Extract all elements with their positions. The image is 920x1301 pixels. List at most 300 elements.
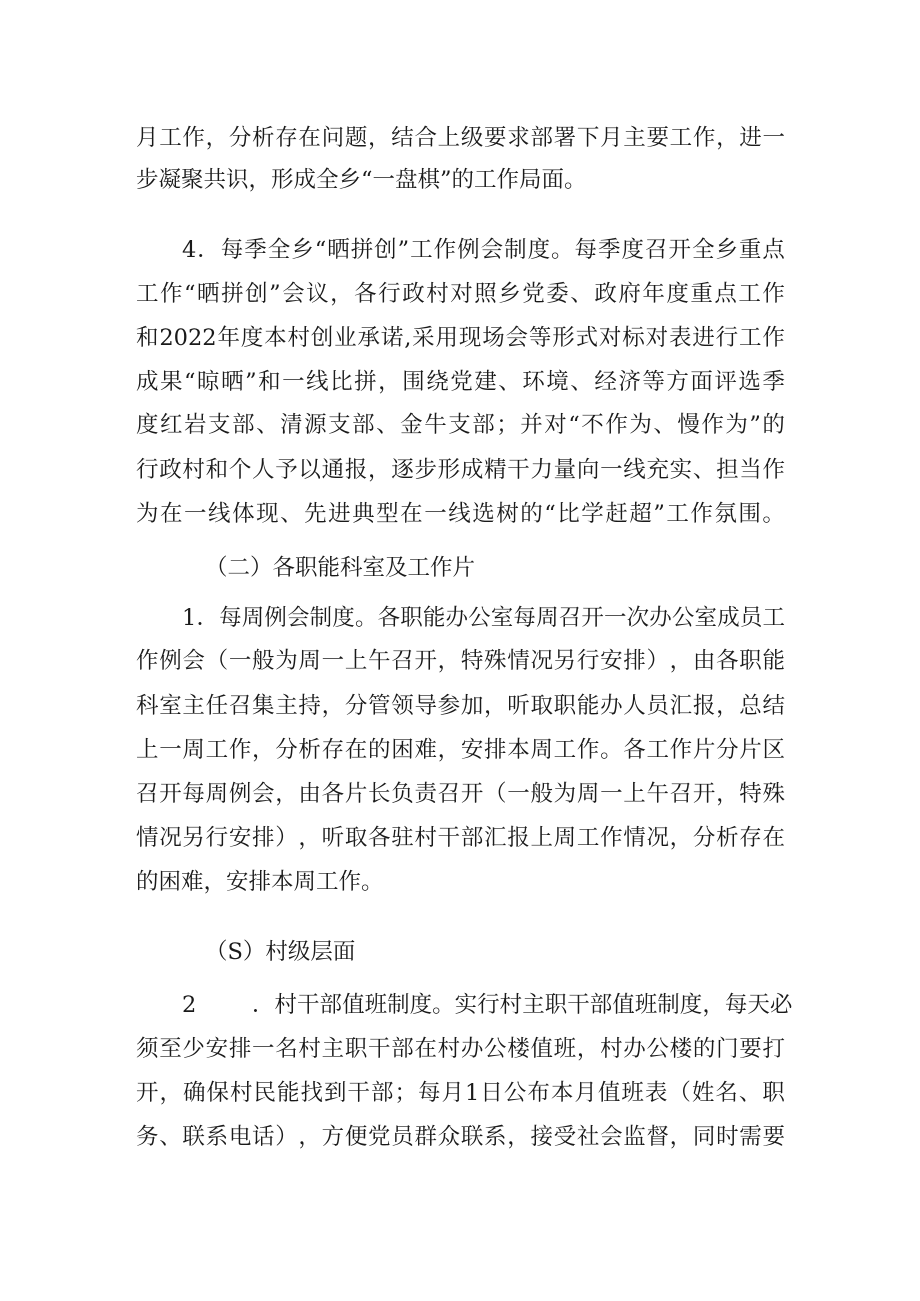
text-glyph: 公 [646, 1036, 669, 1062]
text-glyph: 拼 [354, 369, 377, 395]
text-glyph: 由 [298, 781, 321, 807]
text-glyph: 班 [553, 1036, 577, 1062]
text-glyph: 汇 [669, 693, 693, 719]
text-glyph: 行 [715, 325, 739, 351]
text-glyph: 、 [653, 412, 676, 438]
text-glyph: 2022 [159, 325, 217, 351]
text-glyph: 实 [454, 992, 478, 1018]
text-glyph: 安 [205, 1036, 229, 1062]
text-glyph: 片 [344, 781, 368, 807]
text-glyph: 分 [716, 737, 739, 763]
text-glyph: 部 [391, 1036, 414, 1062]
text-glyph: 各 [354, 281, 377, 307]
text-glyph: 承 [357, 325, 381, 351]
text-glyph: 领 [391, 693, 414, 719]
text-glyph: 会 [287, 605, 310, 631]
text-glyph: 分 [692, 825, 716, 851]
text-glyph: 方 [321, 1124, 345, 1150]
text-glyph: 班 [364, 992, 388, 1018]
text-glyph: （ [205, 648, 229, 674]
text-glyph: 开 [692, 781, 716, 807]
text-glyph: 评 [714, 369, 737, 395]
text-glyph: 值 [597, 1080, 621, 1106]
text-glyph: 部 [352, 412, 375, 438]
text-line [252, 985, 793, 1025]
text-glyph: 村 [600, 1036, 623, 1062]
text-glyph: 汇 [484, 825, 507, 851]
text-line: 的困难，安排本周工作。 [136, 869, 384, 895]
text-glyph: 会 [600, 1124, 623, 1150]
text-glyph: 干 [368, 1036, 391, 1062]
text-glyph: 系 [484, 1124, 507, 1150]
text-glyph: 另 [182, 825, 205, 851]
text-glyph: 府 [618, 281, 641, 307]
text-glyph: 作 [762, 457, 785, 483]
text-glyph: 面 [690, 369, 713, 395]
text-glyph: 职 [739, 648, 762, 674]
text-glyph: 片 [692, 737, 716, 763]
text-glyph: 主 [623, 125, 646, 151]
text-glyph: 天 [747, 992, 770, 1018]
text-glyph: 另 [553, 648, 577, 674]
text-glyph: 情 [136, 825, 159, 851]
text-glyph: ” [749, 412, 761, 438]
text-glyph: 值 [612, 992, 635, 1018]
text-glyph: 现 [256, 501, 279, 527]
text-glyph: 每 [182, 781, 205, 807]
text-glyph: 开 [460, 781, 484, 807]
text-glyph: 工 [205, 737, 229, 763]
text-glyph: 开 [136, 1080, 159, 1106]
text-glyph: 度 [332, 605, 355, 631]
text-glyph: 加 [460, 693, 484, 719]
text-glyph: 政 [159, 457, 182, 483]
text-glyph: 作 [762, 325, 785, 351]
text-glyph: 合 [414, 125, 437, 151]
text-glyph: 对 [598, 325, 622, 351]
text-glyph: 季 [598, 237, 621, 263]
text-glyph: ． [197, 237, 220, 263]
text-glyph: 通 [321, 457, 345, 483]
text-glyph: 步 [414, 457, 437, 483]
text-glyph: 工 [738, 325, 762, 351]
text-glyph: 济 [618, 369, 641, 395]
text-glyph: 要 [739, 1036, 762, 1062]
text-glyph: 作 [701, 412, 724, 438]
text-glyph: 班 [621, 1080, 644, 1106]
text-glyph: 选 [738, 369, 761, 395]
text-glyph: 支 [448, 412, 471, 438]
text-glyph: 各 [321, 781, 345, 807]
text-glyph: 创 [245, 281, 268, 307]
text-glyph: 业 [334, 325, 357, 351]
text-glyph: 难 [414, 737, 437, 763]
text-glyph: 创 [310, 325, 334, 351]
text-glyph: 当 [739, 457, 762, 483]
text-glyph: 作 [669, 737, 693, 763]
text-glyph: 主 [522, 992, 545, 1018]
text-glyph: 岩 [184, 412, 207, 438]
text-glyph: 周 [553, 825, 577, 851]
text-glyph: 分 [344, 693, 368, 719]
text-glyph: 工 [646, 737, 669, 763]
text-glyph: 一 [159, 737, 182, 763]
text-glyph: 各 [716, 648, 739, 674]
text-glyph: 结 [762, 693, 785, 719]
text-glyph: 度 [240, 325, 264, 351]
text-glyph: 楼 [669, 1036, 693, 1062]
text-glyph: 由 [692, 648, 716, 674]
text-glyph: 拼 [350, 237, 374, 263]
text-glyph: 集 [252, 693, 275, 719]
text-glyph: 督 [646, 1124, 669, 1150]
text-glyph: 召 [228, 693, 252, 719]
text-glyph: 的 [520, 501, 543, 527]
text-glyph: 参 [437, 693, 461, 719]
text-glyph: 布 [527, 1080, 550, 1106]
text-glyph: 型 [376, 501, 399, 527]
text-glyph: 度 [136, 412, 159, 438]
text-glyph: 名 [275, 1036, 298, 1062]
text-glyph: 周 [576, 781, 600, 807]
text-line [136, 450, 785, 490]
text-glyph: ， [275, 781, 298, 807]
text-glyph: 村 [287, 325, 310, 351]
text-glyph: 在 [414, 1036, 437, 1062]
text-glyph: 况 [159, 825, 182, 851]
text-glyph: 先 [304, 501, 327, 527]
text-glyph: 晒 [221, 369, 244, 395]
text-glyph: 结 [391, 125, 414, 151]
text-glyph: 级 [460, 125, 484, 151]
text-glyph: 值 [342, 992, 365, 1018]
text-glyph: 形 [552, 325, 575, 351]
text-glyph: 殊 [484, 648, 507, 674]
text-glyph: 作 [762, 281, 785, 307]
text-glyph: 工 [762, 605, 785, 631]
text-glyph: 析 [298, 737, 321, 763]
text-glyph: 下 [576, 125, 600, 151]
text-glyph: 在 [298, 125, 321, 151]
text-glyph: 般 [530, 781, 553, 807]
text-glyph: 每 [574, 237, 598, 263]
text-glyph: 表 [644, 1080, 668, 1106]
text-glyph: 同 [692, 1124, 716, 1150]
text-glyph: ， [576, 1036, 600, 1062]
text-glyph: 作 [692, 125, 716, 151]
text-glyph: （ [484, 781, 507, 807]
text-glyph: 一 [600, 781, 623, 807]
text-glyph: ） [275, 825, 298, 851]
text-glyph: 联 [182, 1124, 205, 1150]
text-glyph: 受 [553, 1124, 577, 1150]
text-glyph: 长 [368, 781, 391, 807]
text-glyph: 能 [762, 648, 785, 674]
text-glyph: 制 [504, 237, 527, 263]
text-glyph: 部 [232, 412, 255, 438]
text-glyph: 要 [762, 1124, 785, 1150]
text-glyph: 。 [432, 992, 455, 1018]
text-glyph: 的 [368, 737, 391, 763]
text-glyph: 作 [576, 737, 600, 763]
text-glyph: 办 [623, 1036, 646, 1062]
text-glyph: 拼 [221, 281, 244, 307]
text-glyph: 度 [666, 281, 689, 307]
text-glyph: 制 [387, 992, 410, 1018]
text-glyph: 周 [205, 781, 229, 807]
text-glyph: 对 [645, 325, 669, 351]
text-glyph: 村 [414, 825, 437, 851]
list-number: 2 [182, 992, 197, 1018]
text-glyph: 民 [253, 1080, 277, 1106]
text-line [136, 1073, 785, 1113]
text-glyph: 行 [576, 648, 600, 674]
text-glyph: ” [653, 501, 665, 527]
text-glyph: 存 [739, 825, 762, 851]
text-glyph: ， [159, 1080, 183, 1106]
text-glyph: 例 [159, 648, 182, 674]
text-glyph: 作 [433, 237, 457, 263]
text-glyph: 党 [450, 369, 473, 395]
text-glyph: 职 [544, 992, 568, 1018]
text-glyph: 周 [182, 737, 205, 763]
text-glyph: 晒 [327, 237, 350, 263]
text-glyph: 不 [581, 412, 604, 438]
text-glyph: 线 [623, 457, 646, 483]
text-glyph: 分 [275, 737, 298, 763]
text-glyph: 线 [448, 501, 471, 527]
text-glyph: ． [252, 992, 275, 1018]
text-glyph: 进 [692, 325, 715, 351]
text-glyph: 乡 [291, 237, 314, 263]
text-glyph: 力 [530, 457, 553, 483]
text-glyph: 排 [252, 825, 275, 851]
text-glyph: 量 [553, 457, 577, 483]
text-glyph: 任 [205, 693, 229, 719]
text-glyph: 一 [507, 781, 530, 807]
text-glyph: 公 [503, 1080, 527, 1106]
text-glyph: 年 [217, 325, 240, 351]
text-glyph: 式 [575, 325, 599, 351]
text-glyph: 特 [460, 648, 484, 674]
text-glyph: 现 [458, 325, 482, 351]
text-line [136, 818, 785, 858]
text-glyph: 在 [344, 737, 368, 763]
text-glyph: 各 [377, 605, 401, 631]
text-glyph: 科 [136, 693, 159, 719]
text-glyph: 度 [409, 992, 433, 1018]
text-glyph: 行 [477, 992, 500, 1018]
text-glyph: 果 [160, 369, 183, 395]
text-glyph: 要 [484, 125, 507, 151]
text-glyph: 职 [344, 1036, 368, 1062]
text-glyph: 围 [738, 501, 761, 527]
text-glyph: 值 [530, 1036, 553, 1062]
text-glyph: 向 [576, 457, 600, 483]
text-glyph: 为 [553, 781, 577, 807]
text-glyph: 并 [520, 412, 543, 438]
text-glyph: 制 [657, 992, 680, 1018]
text-glyph: 上 [136, 737, 159, 763]
text-glyph: 接 [530, 1124, 553, 1150]
text-glyph: 驻 [391, 825, 414, 851]
text-glyph: 况 [530, 648, 553, 674]
text-glyph: 室 [159, 693, 182, 719]
text-line [182, 230, 785, 270]
text-glyph: 少 [182, 1036, 205, 1062]
text-glyph: 点 [762, 237, 785, 263]
text-glyph: ， [298, 825, 321, 851]
text-glyph: 部 [530, 125, 553, 151]
text-glyph: 会 [182, 648, 205, 674]
text-glyph: 干 [347, 1080, 371, 1106]
text-glyph: 部 [319, 992, 343, 1018]
text-glyph: 党 [368, 1124, 391, 1150]
text-glyph: 为 [136, 501, 159, 527]
text-glyph: 众 [437, 1124, 461, 1150]
text-glyph: 情 [507, 648, 530, 674]
text-glyph: 对 [544, 412, 567, 438]
text-glyph: 周 [536, 605, 559, 631]
text-glyph: 氛 [714, 501, 737, 527]
text-glyph: 例 [457, 237, 480, 263]
text-glyph: 听 [321, 825, 345, 851]
text-glyph: 办 [600, 693, 623, 719]
text-glyph: “ [184, 369, 196, 395]
text-glyph: 行 [205, 825, 229, 851]
text-glyph: 须 [136, 1036, 159, 1062]
text-glyph: 乡 [498, 281, 521, 307]
text-glyph: 必 [769, 992, 793, 1018]
text-glyph: 为 [725, 412, 748, 438]
text-line [136, 641, 785, 681]
text-glyph: 员 [391, 1124, 414, 1150]
text-glyph: 一 [424, 501, 447, 527]
text-glyph: 进 [328, 501, 351, 527]
text-glyph: 表 [668, 325, 692, 351]
text-line [136, 686, 785, 726]
text-glyph: 。 [600, 737, 623, 763]
text-glyph: 红 [160, 412, 183, 438]
text-glyph: 、 [570, 369, 593, 395]
text-glyph: 晒 [197, 281, 220, 307]
text-glyph: 工 [576, 825, 600, 851]
text-glyph: 体 [232, 501, 255, 527]
text-glyph: 度 [679, 992, 703, 1018]
text-glyph: 话 [252, 1124, 275, 1150]
text-glyph: 线 [306, 369, 329, 395]
text-glyph: 、 [280, 501, 303, 527]
text-glyph: 的 [762, 412, 785, 438]
text-glyph: 殊 [762, 781, 785, 807]
text-glyph: 在 [160, 501, 183, 527]
text-line [136, 405, 785, 445]
text-glyph: 楼 [507, 1036, 530, 1062]
text-glyph: 作 [228, 737, 252, 763]
text-glyph: 1 [465, 1080, 480, 1106]
text-glyph: 况 [646, 825, 669, 851]
text-glyph: 和 [258, 369, 281, 395]
text-glyph: 、 [570, 281, 593, 307]
text-glyph: 安 [228, 825, 252, 851]
text-glyph: 的 [692, 1036, 716, 1062]
text-glyph: 召 [136, 781, 159, 807]
text-glyph: ， [669, 648, 693, 674]
text-glyph: 确 [183, 1080, 206, 1106]
text-glyph: 到 [324, 1080, 347, 1106]
text-glyph: 工 [738, 281, 761, 307]
text-glyph: 本 [264, 325, 287, 351]
text-glyph: 晾 [197, 369, 220, 395]
text-glyph: 全 [691, 237, 715, 263]
text-glyph: 析 [716, 825, 739, 851]
text-glyph: 公 [671, 605, 695, 631]
text-glyph: 月 [574, 1080, 597, 1106]
text-glyph: 部 [460, 825, 484, 851]
text-glyph: 进 [739, 125, 762, 151]
text-glyph: 上 [437, 125, 461, 151]
text-glyph: 月 [600, 125, 623, 151]
text-glyph: 便 [344, 1124, 368, 1150]
text-glyph: 每 [219, 605, 242, 631]
text-glyph: ， [669, 825, 693, 851]
text-glyph: 需 [739, 1124, 762, 1150]
text-glyph: 主 [321, 1036, 345, 1062]
text-glyph: “ [544, 501, 556, 527]
text-glyph: 总 [739, 693, 762, 719]
text-glyph: 一 [282, 369, 305, 395]
text-glyph: 召 [437, 781, 461, 807]
text-glyph: 作 [605, 412, 628, 438]
text-glyph: 一 [321, 648, 345, 674]
text-line [136, 730, 785, 770]
text-glyph: 题 [344, 125, 368, 151]
text-glyph: 一 [600, 457, 623, 483]
text-glyph: ． [196, 605, 219, 631]
text-glyph: 排 [228, 1036, 252, 1062]
text-glyph: 支 [208, 412, 231, 438]
text-line [136, 274, 785, 314]
text-glyph: （ [668, 1080, 691, 1106]
text-glyph: ， [484, 693, 507, 719]
text-glyph: 采 [412, 325, 435, 351]
text-glyph: 工 [553, 737, 577, 763]
text-glyph: 精 [484, 457, 507, 483]
text-glyph: 和 [205, 457, 229, 483]
text-glyph: 线 [208, 501, 231, 527]
text-glyph: 情 [623, 825, 646, 851]
text-glyph: 每 [513, 605, 536, 631]
text-glyph: 问 [321, 125, 345, 151]
text-glyph: 周 [241, 605, 265, 631]
text-glyph: 导 [414, 693, 437, 719]
text-glyph: 班 [634, 992, 658, 1018]
text-glyph: 取 [530, 693, 553, 719]
text-glyph: 4 [182, 237, 197, 263]
text-glyph: ， [378, 369, 401, 395]
text-glyph: 季 [244, 237, 267, 263]
text-glyph: 特 [739, 781, 762, 807]
text-glyph: 制 [309, 605, 333, 631]
text-glyph: 度 [621, 237, 645, 263]
text-glyph: 形 [437, 457, 461, 483]
text-glyph: 作 [690, 501, 713, 527]
text-glyph: , [404, 325, 412, 351]
text-glyph: 、 [159, 1124, 182, 1150]
text-glyph: ， [330, 281, 353, 307]
text-glyph: 会 [252, 781, 275, 807]
text-glyph: 群 [414, 1124, 437, 1150]
